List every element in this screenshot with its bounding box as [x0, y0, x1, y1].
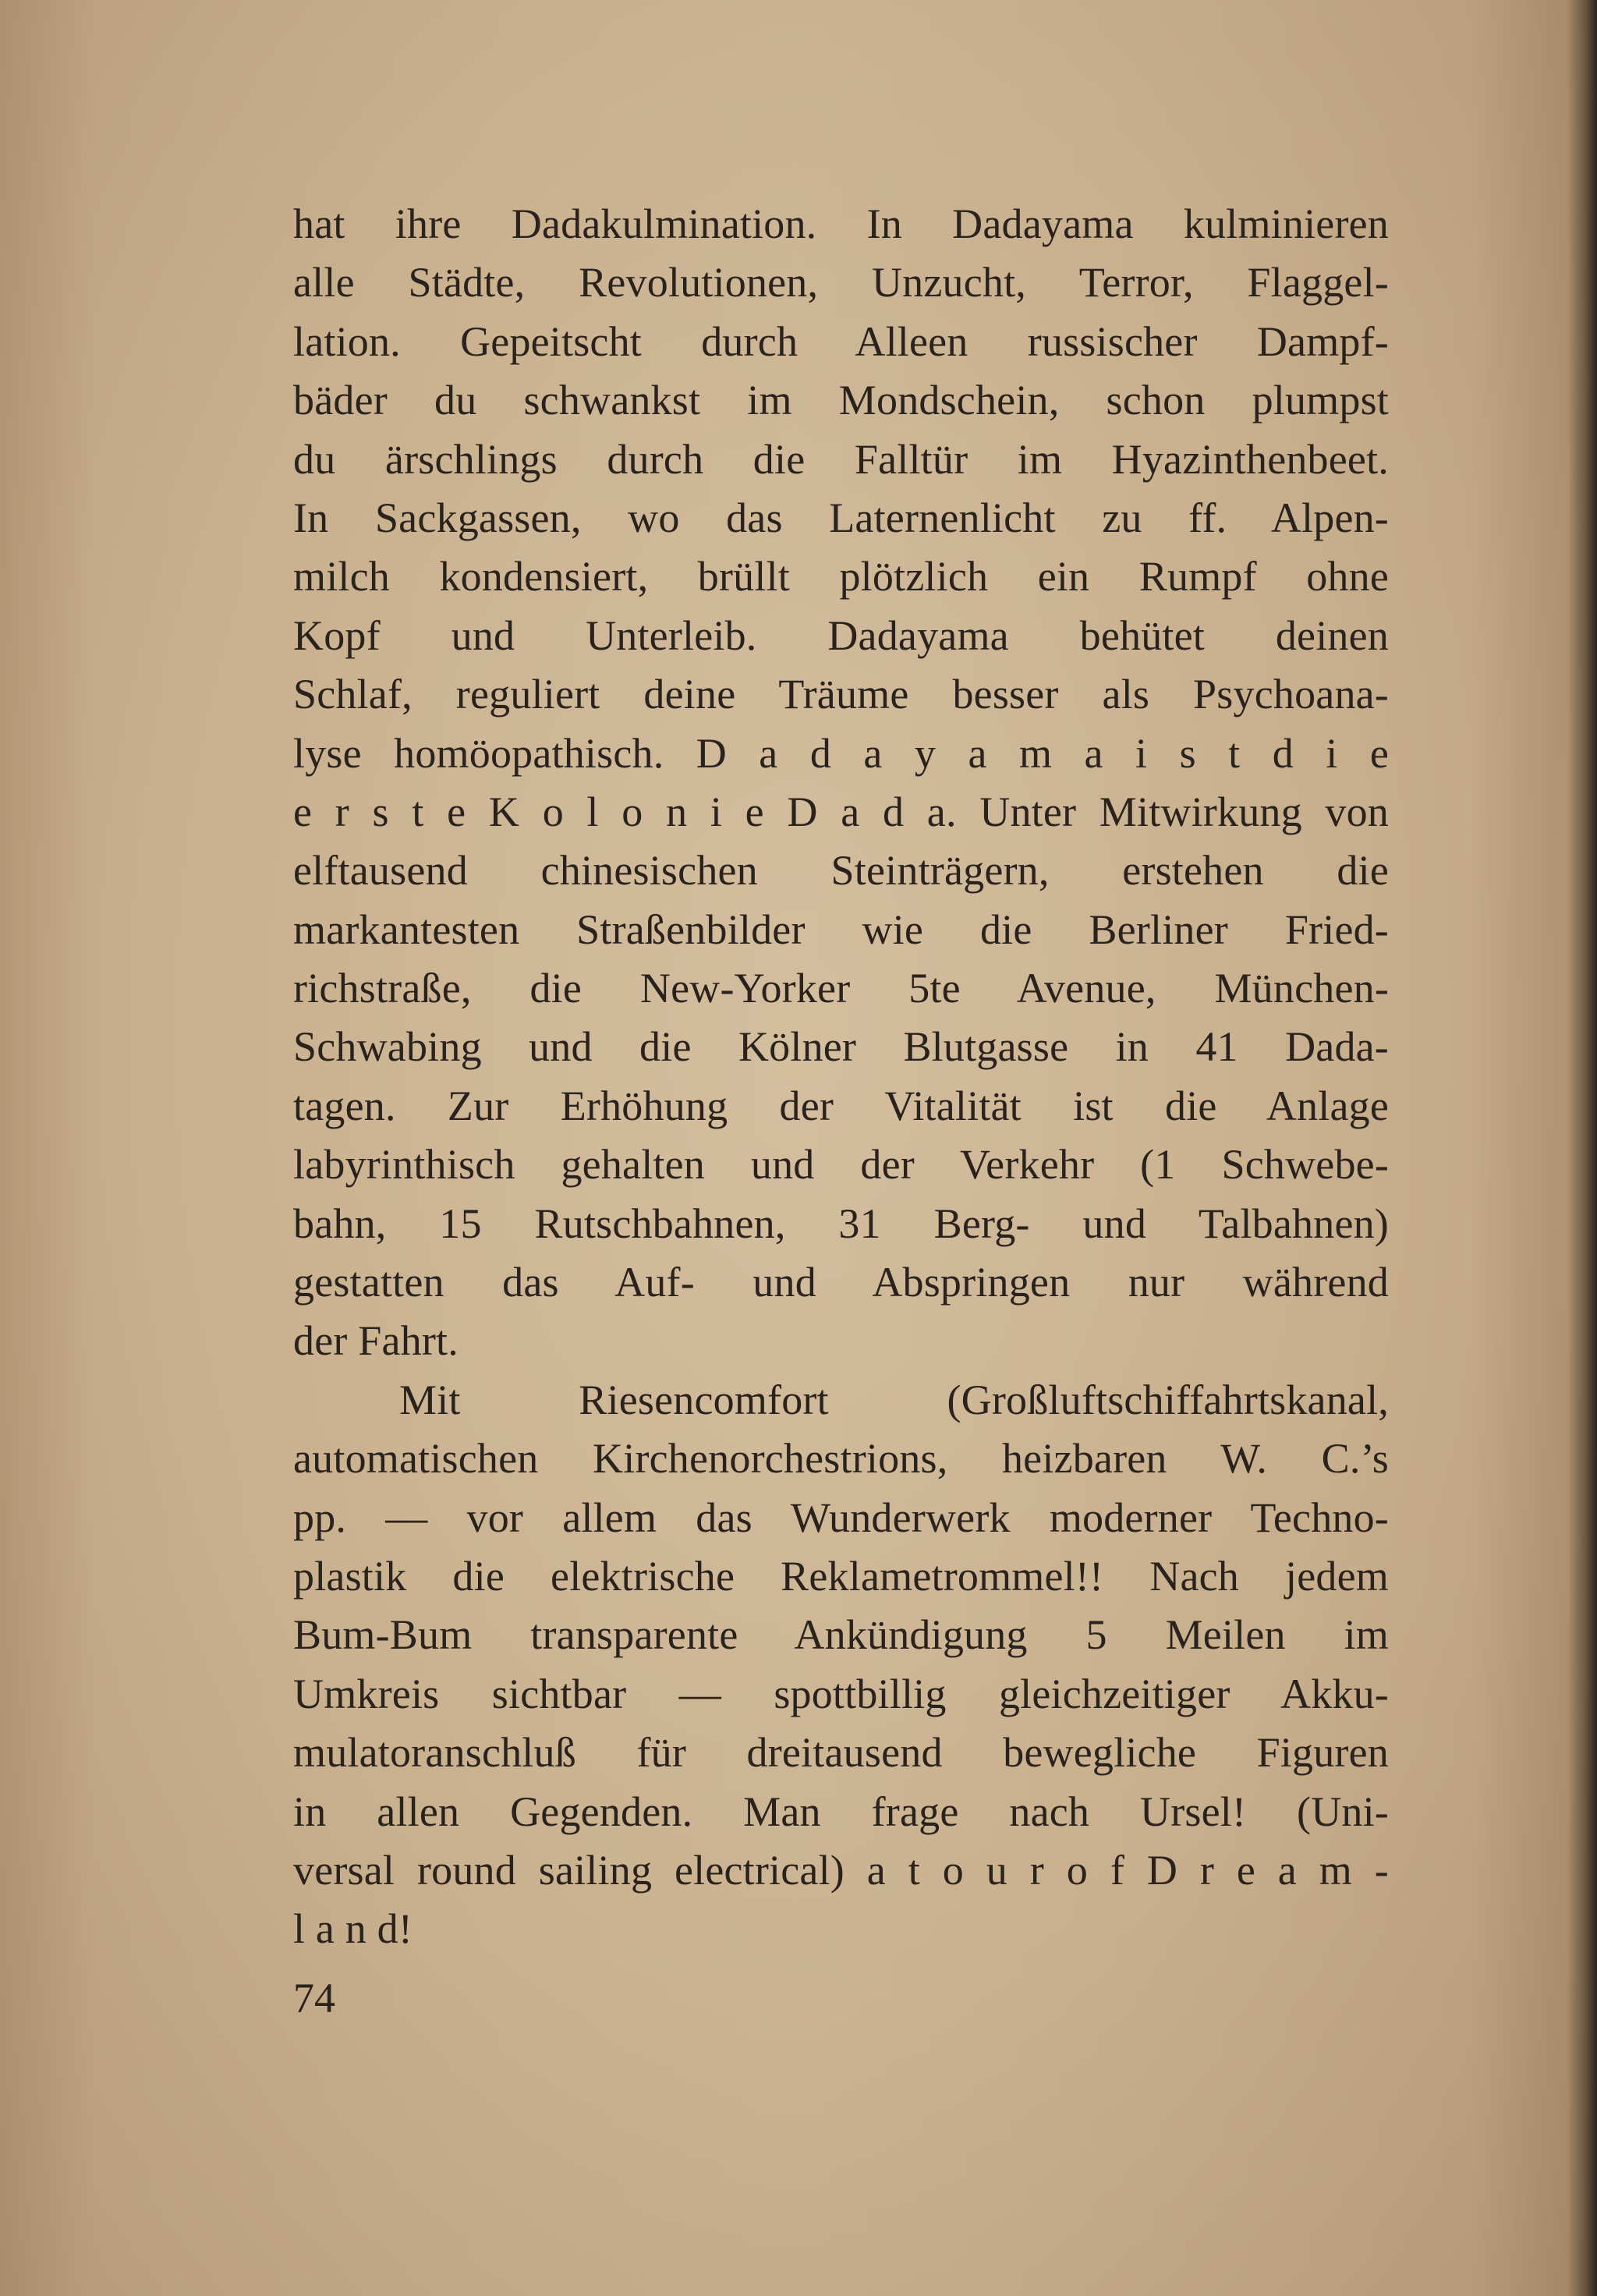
- page-number: 74: [293, 1975, 335, 2021]
- text-line: pp. — vor allem das Wunderwerk moderner Techno-: [293, 1493, 1389, 1541]
- text-line: in allen Gegenden. Man frage nach Ursel! (Uni-: [293, 1788, 1389, 1835]
- text-line: labyrinthisch gehalten und der Verkehr (1 Schwebe-: [293, 1141, 1389, 1189]
- text-line: Umkreis sichtbar — spottbillig gleichzeitiger Akku-: [293, 1670, 1389, 1717]
- text-line: tagen. Zur Erhöhung der Vitalität ist die Anlage: [293, 1082, 1389, 1129]
- text-line: richstraße, die New-Yorker 5te Avenue, München-: [293, 965, 1389, 1012]
- text-line: du ärschlings durch die Falltür im Hyazinthenbeet.: [293, 435, 1389, 483]
- text-line: bahn, 15 Rutschbahnen, 31 Berg- und Talbahnen): [293, 1199, 1389, 1247]
- text-line: Bum-Bum transparente Ankündigung 5 Meilen im: [293, 1611, 1389, 1659]
- paragraph-first-line: Mit Riesencomfort (Großluftschiffahrtskanal,: [399, 1376, 1389, 1423]
- text-line: hat ihre Dadakulmination. In Dadayama kulminieren: [293, 200, 1389, 247]
- text-line: lyse homöopathisch. D a d a y a m a i s t d i e: [293, 729, 1389, 777]
- text-line: milch kondensiert, brüllt plötzlich ein Rumpf ohne: [293, 553, 1389, 601]
- text-line: elftausend chinesischen Steinträgern, erstehen die: [293, 847, 1389, 895]
- text-line: e r s t e K o l o n i e D a d a. Unter Mitwirkung von: [293, 788, 1389, 835]
- text-line: In Sackgassen, wo das Laternenlicht zu ff. Alpen-: [293, 494, 1389, 541]
- text-line: Schwabing und die Kölner Blutgasse in 41 Dada-: [293, 1023, 1389, 1071]
- text-line: mulatoranschluß für dreitausend bewegliche Figuren: [293, 1729, 1389, 1777]
- text-line: alle Städte, Revolutionen, Unzucht, Terror, Flaggel-: [293, 259, 1389, 306]
- text-line: markantesten Straßenbilder wie die Berliner Fried-: [293, 905, 1389, 953]
- text-line: plastik die elektrische Reklametrommel!! Nach jedem: [293, 1552, 1389, 1600]
- body-text: [293, 195, 1389, 1959]
- text-line: automatischen Kirchenorchestrions, heizbaren W. C.’s: [293, 1435, 1389, 1483]
- text-line: bäder du schwankst im Mondschein, schon plumpst: [293, 377, 1389, 424]
- text-line: versal round sailing electrical) a t o u r o f D r e a m -: [293, 1846, 1389, 1894]
- text-line: Kopf und Unterleib. Dadayama behütet deinen: [293, 611, 1389, 659]
- text-line: gestatten das Auf- und Abspringen nur während: [293, 1259, 1389, 1306]
- text-line: Schlaf, reguliert deine Träume besser als Psychoana-: [293, 671, 1389, 718]
- text-line: der Fahrt.: [293, 1317, 459, 1365]
- text-line: lation. Gepeitscht durch Alleen russischer Dampf-: [293, 317, 1389, 365]
- text-line: l a n d!: [293, 1905, 413, 1953]
